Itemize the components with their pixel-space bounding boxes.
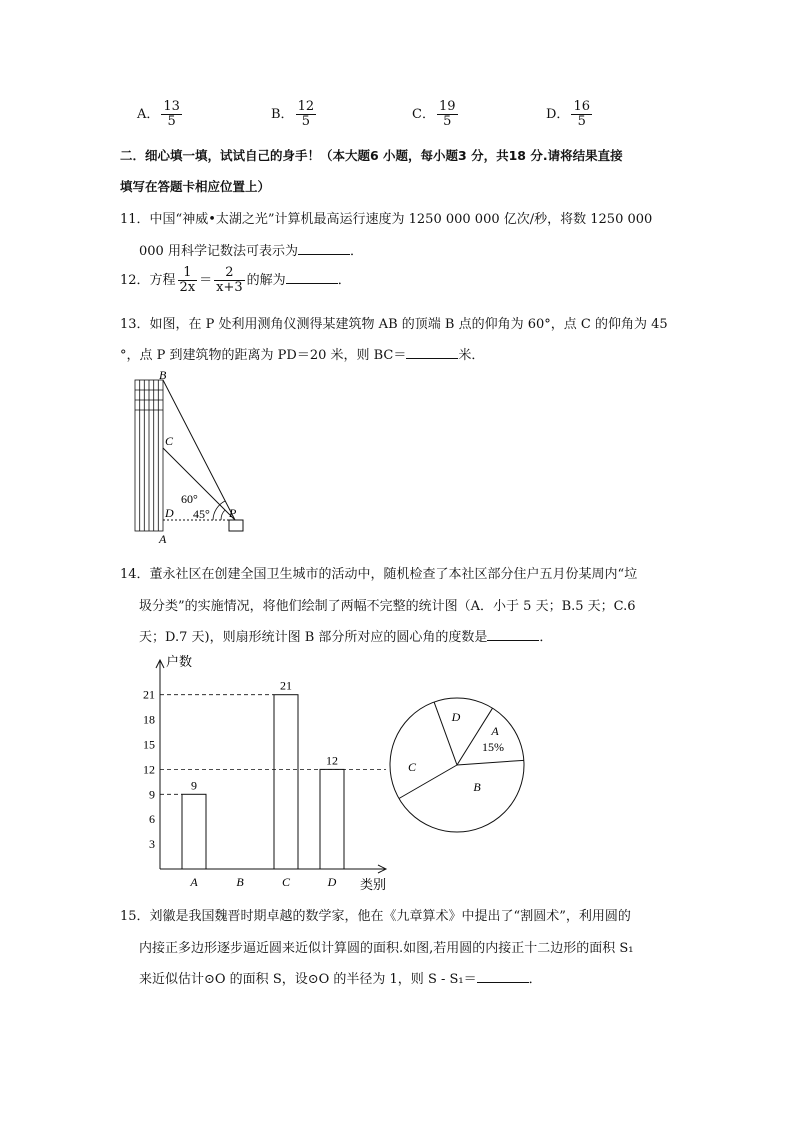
q12-line [120,266,351,295]
q13-line2 [120,344,484,363]
y-tick-label: 3 [149,837,155,852]
bar-chart [130,648,400,898]
building-grid [135,380,163,531]
q11-end: ． [349,244,363,259]
denominator: 2x [179,280,196,295]
q15-line3 [139,968,542,987]
fraction-2 [214,266,245,295]
numerator: 19 [438,99,456,114]
label-angle-60: 60° [181,492,198,506]
pie-slice-label-D: D [451,710,461,724]
choice-label: A． [137,107,160,122]
choice-label: C． [412,107,435,122]
answer-blank [406,346,458,359]
q13-end: 米． [458,348,485,363]
q14-line2: 圾分类”的实施情况，将他们绘制了两幅不完整的统计图（A．小于 5 天；B.5 天；C.6 [139,599,636,614]
y-tick-label: 21 [143,687,155,702]
label-A: A [159,532,167,545]
choice-a [137,100,184,129]
numerator: 13 [163,99,180,114]
q11-line1: 11．中国“神威•太湖之光”计算机最高运行速度为 1250 000 000 亿次/秒，将数 1250 000 [120,212,653,227]
section2-heading-line2: 填写在答题卡相应位置上） [120,179,271,194]
answer-blank [298,242,350,255]
numerator: 2 [214,266,245,281]
pie-chart [385,692,535,842]
numerator: 16 [573,99,590,114]
denominator: 5 [577,114,586,129]
q15-line1: 15．刘徽是我国魏晋时期卓越的数学家，他在《九章算术》中提出了“割圆术”，利用圆的 [120,909,631,924]
y-tick-label: 12 [143,762,155,777]
fraction-1 [178,266,198,295]
bar-data-label: 9 [191,778,197,793]
q15-line2: 内接正多边形逐步逼近圆来近似计算圆的面积.如图,若用圆的内接正十二边形的面积 S₁ [139,941,634,956]
bar-data-label: 12 [326,753,338,768]
angle-arc-45 [221,510,225,520]
bar-data-label: 21 [280,678,292,693]
denominator: 5 [301,114,310,129]
numerator: 1 [178,266,198,281]
x-tick-label: C [281,875,291,889]
label-B: B [159,368,167,382]
instrument-box [229,520,243,531]
x-tick-label: B [236,875,244,889]
fraction [571,100,592,129]
choice-b [271,100,318,129]
q14-end: ． [539,630,553,645]
choice-label: B． [271,107,294,122]
x-tick-label: D [327,875,337,889]
choice-d [546,100,594,129]
q15-end: ． [528,972,542,987]
label-angle-45: 45° [193,507,210,521]
y-axis-label: 户数 [166,654,193,669]
section2-heading-line1: 二．细心填一填，试试自己的身手！（本大题6 小题，每小题3 分，共18 分.请将结果直接 [120,148,623,163]
q13-figure [125,365,255,545]
q12-prefix: 12．方程 [120,273,176,288]
denominator: 5 [443,114,452,129]
denominator: x+3 [216,280,243,295]
q14-line1: 14．董永社区在创建全国卫生城市的活动中，随机检查了本社区部分住户五月份某周内“垃 [120,567,638,582]
answer-blank [477,970,529,983]
label-C: C [165,434,174,448]
x-axis-label: 类别 [360,877,387,892]
q11-line2 [139,240,363,259]
bar-A [182,794,206,869]
pie-slice-label-B: B [473,780,481,794]
choice-c [412,100,460,129]
label-P: P [229,506,237,520]
y-tick-label: 6 [149,812,155,827]
bar-D [320,769,344,869]
numerator: 12 [297,99,315,114]
q12-suffix: 的解为 [246,273,286,288]
fraction [296,100,317,129]
line-PB [163,380,235,520]
answer-blank [286,271,338,284]
y-tick-label: 18 [143,712,155,727]
q14-line3 [139,626,552,645]
answer-blank [487,628,539,641]
q11-text: 000 用科学记数法可表示为 [139,244,298,259]
q14-text: 天；D.7 天)，则扇形统计图 B 部分所对应的圆心角的度数是 [139,630,488,645]
q12-end: ． [337,273,351,288]
fraction [437,100,458,129]
choice-label: D． [546,107,570,122]
pie-slice-label-C: C [407,760,417,774]
x-tick-label: A [190,875,198,889]
denominator: 5 [167,114,176,129]
fraction [161,100,182,129]
equals-sign: ＝ [199,273,213,288]
q13-line1: 13．如图，在 P 处利用测角仪测得某建筑物 AB 的顶端 B 点的仰角为 60°，点 C 的仰角为 45 [120,317,668,332]
bar-C [274,695,298,869]
y-tick-label: 9 [149,787,155,802]
label-D: D [165,506,174,520]
y-tick-label: 15 [143,737,155,752]
q13-text: °，点 P 到建筑物的距离为 PD＝20 米，则 BC＝ [120,348,407,363]
pie-slice-label-A: A [491,724,499,738]
q15-text: 来近似估计⊙O 的面积 S，设⊙O 的半径为 1，则 S - S₁＝ [139,972,477,987]
pie-slice-percent: 15% [482,740,504,754]
